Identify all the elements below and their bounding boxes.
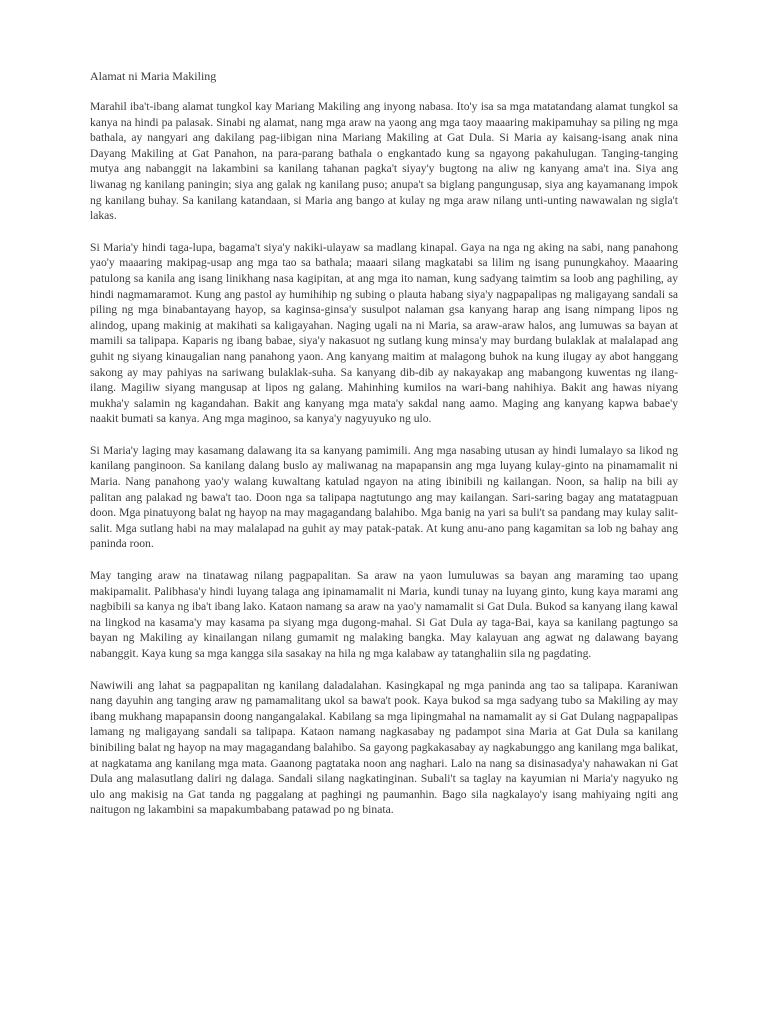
paragraph: Marahil iba't-ibang alamat tungkol kay Mariang Makiling ang inyong nabasa. Ito'y isa sa mga matatandang alamat tungkol sa kanya na hindi pa palasak. Sinabi ng alamat, nang mga araw na yaong ang mga taoy maaaring makipamuhay sa piling ng mga bathala, ay nangyari ang dakilang pag-iibigan nina Mariang Makiling at Gat Dula. Si Maria ay kaisang-isang anak nina Dayang Makiling at Gat Panahon, na para-parang bathala o engkantado kung sa ngayong pakahulugan. Tanging-tanging mutya ang nabanggit na lakambini sa kanilang tahanan pagka't siyay'y bugtong na aliw ng kanyang ama't ina. Siya ang liwanag ng kanilang paningin; siya ang galak ng kanilang puso; anupa't sa biglang pangungusap, siya ang kayamanang impok ng kanilang buhay. Sa kanilang katandaan, si Maria ang bango at kulay ng mga araw nilang unti-unting nawawalan ng sigla't lakas. — [90, 100, 678, 223]
document-title: Alamat ni Maria Makiling — [90, 69, 217, 83]
paragraph: May tanging araw na tinatawag nilang pagpapalitan. Sa araw na yaon lumuluwas sa bayan ang maraming tao upang makipamalit. Palibhasa'y hindi luyang talaga ang ipinamamalit ni Maria, kundi tunay na luyang ginto, kung kaya marami ang nagbibili sa kanya ng iba't ibang lako. Kataon namang sa araw na yao'y namamalit si Gat Dula. Bukod sa kanyang ilang kawal na lingkod na kasama'y may kasama pa siyang mga dugong-mahal. Si Gat Dula ay taga-Bai, kaya sa kanilang pagtungo sa bayan ng Makiling ay kinailangan nilang gumamit ng malaking bangka. May kalayuan ang agwat ng dalawang bayang nabanggit. Kaya kung sa mga kangga sila sasakay na hila ng mga kalabaw ay tatanghaliin sila ng pagdating. — [90, 569, 678, 660]
document-body — [90, 68, 678, 834]
paragraph: Nawiwili ang lahat sa pagpapalitan ng kanilang daladalahan. Kasingkapal ng mga paninda ang tao sa talipapa. Karaniwan nang dayuhin ang tanging araw ng pamamalitang ukol sa bawa't pook. Kaya bukod sa mga sadyang tubo sa Makiling ay may ibang mukhang mapapansin doong nangangalakal. Kabilang sa mga lipingmahal na namamalit ay si Gat Dulang nagpapalipas lamang ng maligayang sandali sa talipapa. Kataon namang nagkasabay ng padampot sina Maria at Gat Dula sa kanilang binibiling balat ng hayop na may magagandang balahibo. Sa gayong pagkakasabay ay nagkabunggo ang kanilang mga balikat, at nagkatama ang kanilang mga mata. Gaanong pagtataka noon ang naghari. Lalo na nang sa disinasadya'y nahawakan ni Gat Dula ang malasutlang daliri ng dalaga. Sandali silang nagkatinginan. Subali't sa taglay na kayumian ni Maria'y nagyuko ng ulo ang makisig na Gat tanda ng paggalang at paghingi ng paumanhin. Bago sila nagkalayo'y isang mahiyaing ngiti ang naitugon ng lakambini sa mapakumbabang patawad po ng binata. — [90, 678, 678, 817]
paragraph: Si Maria'y hindi taga-lupa, bagama't siya'y nakiki-ulayaw sa madlang kinapal. Gaya na nga ng aking na sabi, nang panahong yao'y maaaring makipag-usap ang mga tao sa bathala; maaari silang magkatabi sa lilim ng isang punungkahoy. Maaaring patulong sa kanila ang isang linikhang nasa kagipitan, at ang mga ito naman, kung sadyang taimtim sa loob ang paghiling, ay hindi nagmamaramot. Kung ang pastol ay humihihip ng subing o plauta habang siya'y nagpapalipas ng maligayang sandali sa piling ng mga binabantayang hayop, sa kaginsa-ginsa'y susulpot nalaman gsa kanyang harap ang isang nimpang lipos ng alindog, upang makinig at makihati sa kaligayahan. Naging ugali na ni Maria, sa araw-araw halos, ang lumuwas sa bayan at mamili sa talipapa. Kaparis ng ibang babae, siya'y nakasuot ng sutlang kung minsa'y may burdang bulaklak at malalapad ang guhit ng siyang kinaugalian nang panahong yaon. Ang kanyang maitim at malagong buhok na kung ilugay ay abot hanggang sakong ay may pahiyas na sariwang bulaklak-suha. Sa kanyang dib-dib ay nakayakap ang mabangong kuwentas ng ilang-ilang. Magiliw siyang mangusap at lipos ng galang. Mahinhing kumilos na wari-bang nahihiya. Bakit ang hawas niyang mukha'y salamin ng kagandahan. Bakit ang kanyang mga mata'y sakdal nang aamo. Maging ang kanyang kapwa babae'y naakit bumati sa kanya. Ang mga maginoo, sa kanya'y nagyuyuko ng ulo. — [90, 240, 678, 426]
paragraph: Si Maria'y laging may kasamang dalawang ita sa kanyang pamimili. Ang mga nasabing utusan ay hindi lumalayo sa likod ng kanilang panginoon. Sa kanilang dalang buslo ay maliwanag na mapapansin ang mga luyang kulay-ginto na pinamamalit ni Maria. Nang panahong yao'y walang kuwaltang katulad ngayon na ating ibinibili ng kailangan. Noon, sa halip na bili ay palitan ang palakad ng bawa't tao. Doon nga sa talipapa nagtutungo ang may kailangan. Sari-saring bagay ang matatagpuan doon. Mga pinatuyong balat ng hayop na may magagandang balahibo. Mga banig na yari sa buli't sa pandang may kulay salit-salit. Mga sutlang habi na may malalapad na guhit ay may patak-patak. At kung anu-ano pang kagamitan sa lob ng bahay ang paninda roon. — [90, 443, 678, 551]
